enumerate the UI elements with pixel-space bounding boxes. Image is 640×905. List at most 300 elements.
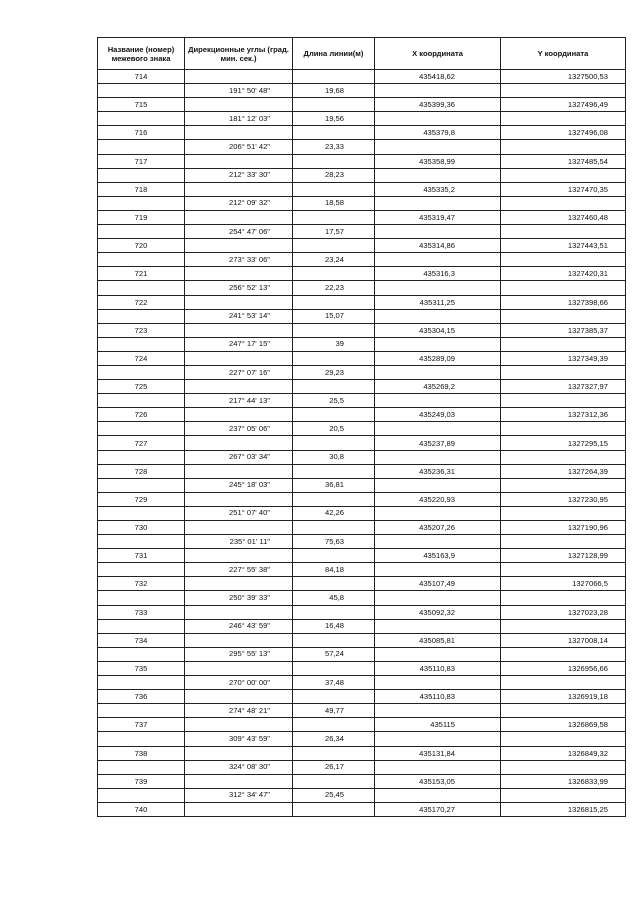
bearing-angle: 324° 08' 30" bbox=[185, 760, 293, 774]
empty-cell bbox=[293, 802, 375, 816]
y-coordinate: 1326956,66 bbox=[501, 661, 626, 675]
empty-cell bbox=[98, 422, 185, 436]
x-coordinate: 435131,84 bbox=[375, 746, 501, 760]
point-row bbox=[98, 239, 626, 253]
empty-cell bbox=[293, 154, 375, 168]
x-coordinate: 435379,8 bbox=[375, 126, 501, 140]
empty-cell bbox=[98, 281, 185, 295]
empty-cell bbox=[98, 337, 185, 351]
empty-cell bbox=[98, 253, 185, 267]
y-coordinate: 1326919,18 bbox=[501, 690, 626, 704]
empty-cell bbox=[185, 267, 293, 281]
line-row bbox=[98, 478, 626, 492]
empty-cell bbox=[501, 422, 626, 436]
empty-cell bbox=[501, 140, 626, 154]
line-row bbox=[98, 732, 626, 746]
empty-cell bbox=[293, 690, 375, 704]
empty-cell bbox=[293, 98, 375, 112]
empty-cell bbox=[98, 450, 185, 464]
point-row bbox=[98, 464, 626, 478]
point-row bbox=[98, 210, 626, 224]
empty-cell bbox=[98, 140, 185, 154]
empty-cell bbox=[375, 140, 501, 154]
y-coordinate: 1327398,66 bbox=[501, 295, 626, 309]
point-row bbox=[98, 577, 626, 591]
x-coordinate: 435249,03 bbox=[375, 408, 501, 422]
line-row bbox=[98, 196, 626, 210]
line-length: 42,26 bbox=[293, 506, 375, 520]
empty-cell bbox=[98, 225, 185, 239]
line-row bbox=[98, 309, 626, 323]
line-row bbox=[98, 112, 626, 126]
y-coordinate: 1327230,95 bbox=[501, 492, 626, 506]
bearing-angle: 217° 44' 13" bbox=[185, 394, 293, 408]
x-coordinate: 435316,3 bbox=[375, 267, 501, 281]
empty-cell bbox=[293, 351, 375, 365]
empty-cell bbox=[501, 535, 626, 549]
x-coordinate: 435115 bbox=[375, 718, 501, 732]
empty-cell bbox=[375, 676, 501, 690]
line-row bbox=[98, 506, 626, 520]
empty-cell bbox=[375, 422, 501, 436]
empty-cell bbox=[293, 633, 375, 647]
empty-cell bbox=[375, 168, 501, 182]
y-coordinate: 1327008,14 bbox=[501, 633, 626, 647]
empty-cell bbox=[98, 647, 185, 661]
empty-cell bbox=[98, 535, 185, 549]
line-length: 23,33 bbox=[293, 140, 375, 154]
bearing-angle: 309° 43' 59" bbox=[185, 732, 293, 746]
line-length: 22,23 bbox=[293, 281, 375, 295]
empty-cell bbox=[375, 281, 501, 295]
point-name: 734 bbox=[98, 633, 185, 647]
empty-cell bbox=[501, 253, 626, 267]
line-row bbox=[98, 563, 626, 577]
empty-cell bbox=[185, 802, 293, 816]
empty-cell bbox=[185, 464, 293, 478]
empty-cell bbox=[185, 521, 293, 535]
x-coordinate: 435289,09 bbox=[375, 351, 501, 365]
empty-cell bbox=[185, 239, 293, 253]
point-row bbox=[98, 549, 626, 563]
empty-cell bbox=[375, 478, 501, 492]
empty-cell bbox=[375, 112, 501, 126]
point-name: 724 bbox=[98, 351, 185, 365]
header-line-length: Длина линии(м) bbox=[293, 38, 375, 70]
point-row bbox=[98, 521, 626, 535]
empty-cell bbox=[185, 351, 293, 365]
empty-cell bbox=[98, 760, 185, 774]
x-coordinate: 435110,83 bbox=[375, 661, 501, 675]
point-row bbox=[98, 436, 626, 450]
empty-cell bbox=[98, 788, 185, 802]
empty-cell bbox=[293, 408, 375, 422]
empty-cell bbox=[185, 70, 293, 84]
line-length: 75,63 bbox=[293, 535, 375, 549]
line-row bbox=[98, 253, 626, 267]
empty-cell bbox=[98, 84, 185, 98]
line-length: 57,24 bbox=[293, 647, 375, 661]
empty-cell bbox=[501, 84, 626, 98]
empty-cell bbox=[98, 478, 185, 492]
bearing-angle: 254° 47' 06" bbox=[185, 225, 293, 239]
empty-cell bbox=[185, 774, 293, 788]
empty-cell bbox=[185, 408, 293, 422]
line-row bbox=[98, 168, 626, 182]
line-length: 15,07 bbox=[293, 309, 375, 323]
line-row bbox=[98, 676, 626, 690]
y-coordinate: 1327496,49 bbox=[501, 98, 626, 112]
empty-cell bbox=[501, 788, 626, 802]
point-name: 731 bbox=[98, 549, 185, 563]
empty-cell bbox=[293, 182, 375, 196]
empty-cell bbox=[501, 337, 626, 351]
empty-cell bbox=[501, 676, 626, 690]
empty-cell bbox=[98, 732, 185, 746]
empty-cell bbox=[98, 365, 185, 379]
empty-cell bbox=[501, 112, 626, 126]
empty-cell bbox=[293, 70, 375, 84]
empty-cell bbox=[98, 563, 185, 577]
empty-cell bbox=[185, 577, 293, 591]
empty-cell bbox=[185, 126, 293, 140]
empty-cell bbox=[98, 394, 185, 408]
empty-cell bbox=[185, 182, 293, 196]
empty-cell bbox=[375, 450, 501, 464]
bearing-angle: 247° 17' 15" bbox=[185, 337, 293, 351]
point-name: 740 bbox=[98, 802, 185, 816]
empty-cell bbox=[375, 563, 501, 577]
empty-cell bbox=[293, 323, 375, 337]
point-row bbox=[98, 267, 626, 281]
bearing-angle: 270° 00' 00" bbox=[185, 676, 293, 690]
x-coordinate: 435163,9 bbox=[375, 549, 501, 563]
y-coordinate: 1327485,54 bbox=[501, 154, 626, 168]
point-row bbox=[98, 605, 626, 619]
line-row bbox=[98, 619, 626, 633]
line-row bbox=[98, 450, 626, 464]
bearing-angle: 274° 48' 21" bbox=[185, 704, 293, 718]
empty-cell bbox=[375, 647, 501, 661]
x-coordinate: 435153,05 bbox=[375, 774, 501, 788]
point-name: 719 bbox=[98, 210, 185, 224]
x-coordinate: 435314,86 bbox=[375, 239, 501, 253]
bearing-angle: 212° 33' 30" bbox=[185, 168, 293, 182]
x-coordinate: 435311,25 bbox=[375, 295, 501, 309]
empty-cell bbox=[501, 619, 626, 633]
x-coordinate: 435236,31 bbox=[375, 464, 501, 478]
y-coordinate: 1327023,28 bbox=[501, 605, 626, 619]
y-coordinate: 1327420,31 bbox=[501, 267, 626, 281]
x-coordinate: 435399,36 bbox=[375, 98, 501, 112]
empty-cell bbox=[98, 591, 185, 605]
point-name: 721 bbox=[98, 267, 185, 281]
empty-cell bbox=[293, 239, 375, 253]
line-row bbox=[98, 760, 626, 774]
line-length: 26,34 bbox=[293, 732, 375, 746]
empty-cell bbox=[293, 380, 375, 394]
y-coordinate: 1327349,39 bbox=[501, 351, 626, 365]
empty-cell bbox=[293, 521, 375, 535]
point-row bbox=[98, 126, 626, 140]
point-name: 714 bbox=[98, 70, 185, 84]
point-row bbox=[98, 98, 626, 112]
empty-cell bbox=[375, 506, 501, 520]
header-bearing: Дирекционные углы (град. мин. сек.) bbox=[185, 38, 293, 70]
empty-cell bbox=[501, 309, 626, 323]
empty-cell bbox=[98, 196, 185, 210]
line-row bbox=[98, 704, 626, 718]
point-name: 738 bbox=[98, 746, 185, 760]
empty-cell bbox=[98, 619, 185, 633]
bearing-angle: 245° 18' 03" bbox=[185, 478, 293, 492]
empty-cell bbox=[293, 492, 375, 506]
empty-cell bbox=[375, 309, 501, 323]
line-length: 37,48 bbox=[293, 676, 375, 690]
line-row bbox=[98, 422, 626, 436]
x-coordinate: 435207,26 bbox=[375, 521, 501, 535]
x-coordinate: 435304,15 bbox=[375, 323, 501, 337]
point-row bbox=[98, 492, 626, 506]
point-row bbox=[98, 182, 626, 196]
empty-cell bbox=[375, 84, 501, 98]
empty-cell bbox=[375, 253, 501, 267]
y-coordinate: 1327385,37 bbox=[501, 323, 626, 337]
line-length: 18,58 bbox=[293, 196, 375, 210]
empty-cell bbox=[185, 549, 293, 563]
line-row bbox=[98, 84, 626, 98]
empty-cell bbox=[375, 196, 501, 210]
empty-cell bbox=[185, 633, 293, 647]
empty-cell bbox=[185, 605, 293, 619]
empty-cell bbox=[98, 168, 185, 182]
bearing-angle: 191° 50' 48" bbox=[185, 84, 293, 98]
point-name: 739 bbox=[98, 774, 185, 788]
point-name: 737 bbox=[98, 718, 185, 732]
empty-cell bbox=[185, 380, 293, 394]
point-name: 730 bbox=[98, 521, 185, 535]
point-name: 716 bbox=[98, 126, 185, 140]
empty-cell bbox=[375, 788, 501, 802]
table-body bbox=[98, 70, 626, 817]
y-coordinate: 1327327,97 bbox=[501, 380, 626, 394]
empty-cell bbox=[293, 126, 375, 140]
point-name: 718 bbox=[98, 182, 185, 196]
bearing-angle: 250° 39' 33" bbox=[185, 591, 293, 605]
empty-cell bbox=[375, 760, 501, 774]
line-length: 23,24 bbox=[293, 253, 375, 267]
empty-cell bbox=[293, 746, 375, 760]
y-coordinate: 1327500,53 bbox=[501, 70, 626, 84]
point-row bbox=[98, 690, 626, 704]
point-name: 726 bbox=[98, 408, 185, 422]
empty-cell bbox=[293, 718, 375, 732]
bearing-angle: 227° 07' 16" bbox=[185, 365, 293, 379]
empty-cell bbox=[375, 394, 501, 408]
empty-cell bbox=[501, 225, 626, 239]
empty-cell bbox=[501, 732, 626, 746]
line-length: 36,81 bbox=[293, 478, 375, 492]
table-header-row bbox=[98, 38, 626, 70]
bearing-angle: 273° 33' 06" bbox=[185, 253, 293, 267]
line-length: 17,57 bbox=[293, 225, 375, 239]
empty-cell bbox=[293, 267, 375, 281]
point-row bbox=[98, 70, 626, 84]
line-length: 39 bbox=[293, 337, 375, 351]
bearing-angle: 251° 07' 40" bbox=[185, 506, 293, 520]
line-row bbox=[98, 647, 626, 661]
line-row bbox=[98, 281, 626, 295]
empty-cell bbox=[293, 210, 375, 224]
empty-cell bbox=[185, 436, 293, 450]
empty-cell bbox=[185, 746, 293, 760]
empty-cell bbox=[501, 281, 626, 295]
line-row bbox=[98, 365, 626, 379]
point-row bbox=[98, 774, 626, 788]
y-coordinate: 1327190,96 bbox=[501, 521, 626, 535]
line-length: 29,23 bbox=[293, 365, 375, 379]
y-coordinate: 1327264,39 bbox=[501, 464, 626, 478]
empty-cell bbox=[293, 436, 375, 450]
empty-cell bbox=[501, 591, 626, 605]
empty-cell bbox=[185, 210, 293, 224]
point-name: 733 bbox=[98, 605, 185, 619]
point-name: 723 bbox=[98, 323, 185, 337]
empty-cell bbox=[501, 365, 626, 379]
point-name: 732 bbox=[98, 577, 185, 591]
empty-cell bbox=[375, 225, 501, 239]
y-coordinate: 1327496,08 bbox=[501, 126, 626, 140]
y-coordinate: 1327443,51 bbox=[501, 239, 626, 253]
empty-cell bbox=[501, 704, 626, 718]
y-coordinate: 1327312,36 bbox=[501, 408, 626, 422]
point-row bbox=[98, 380, 626, 394]
line-length: 49,77 bbox=[293, 704, 375, 718]
bearing-angle: 227° 55' 38" bbox=[185, 563, 293, 577]
line-length: 16,48 bbox=[293, 619, 375, 633]
empty-cell bbox=[98, 506, 185, 520]
point-row bbox=[98, 351, 626, 365]
point-row bbox=[98, 746, 626, 760]
line-length: 19,56 bbox=[293, 112, 375, 126]
empty-cell bbox=[501, 168, 626, 182]
point-row bbox=[98, 661, 626, 675]
point-row bbox=[98, 323, 626, 337]
bearing-angle: 241° 53' 14" bbox=[185, 309, 293, 323]
line-row bbox=[98, 337, 626, 351]
x-coordinate: 435269,2 bbox=[375, 380, 501, 394]
header-point-name: Название (номер) межевого знака bbox=[98, 38, 185, 70]
header-x-coordinate: Х координата bbox=[375, 38, 501, 70]
line-length: 26,17 bbox=[293, 760, 375, 774]
point-row bbox=[98, 633, 626, 647]
empty-cell bbox=[185, 323, 293, 337]
line-length: 45,8 bbox=[293, 591, 375, 605]
empty-cell bbox=[501, 563, 626, 577]
point-name: 722 bbox=[98, 295, 185, 309]
empty-cell bbox=[293, 605, 375, 619]
empty-cell bbox=[98, 676, 185, 690]
point-row bbox=[98, 718, 626, 732]
empty-cell bbox=[293, 464, 375, 478]
point-name: 715 bbox=[98, 98, 185, 112]
point-name: 728 bbox=[98, 464, 185, 478]
line-length: 19,68 bbox=[293, 84, 375, 98]
empty-cell bbox=[293, 549, 375, 563]
x-coordinate: 435170,27 bbox=[375, 802, 501, 816]
point-name: 729 bbox=[98, 492, 185, 506]
point-name: 717 bbox=[98, 154, 185, 168]
x-coordinate: 435107,49 bbox=[375, 577, 501, 591]
point-row bbox=[98, 408, 626, 422]
line-length: 84,18 bbox=[293, 563, 375, 577]
empty-cell bbox=[185, 295, 293, 309]
y-coordinate: 1327460,48 bbox=[501, 210, 626, 224]
empty-cell bbox=[375, 591, 501, 605]
point-name: 736 bbox=[98, 690, 185, 704]
y-coordinate: 1327128,99 bbox=[501, 549, 626, 563]
point-name: 727 bbox=[98, 436, 185, 450]
y-coordinate: 1326849,32 bbox=[501, 746, 626, 760]
line-length: 30,8 bbox=[293, 450, 375, 464]
y-coordinate: 1326869,58 bbox=[501, 718, 626, 732]
y-coordinate: 1327470,35 bbox=[501, 182, 626, 196]
empty-cell bbox=[98, 704, 185, 718]
empty-cell bbox=[98, 112, 185, 126]
line-length: 20,5 bbox=[293, 422, 375, 436]
bearing-angle: 312° 34' 47" bbox=[185, 788, 293, 802]
empty-cell bbox=[185, 98, 293, 112]
empty-cell bbox=[375, 704, 501, 718]
x-coordinate: 435319,47 bbox=[375, 210, 501, 224]
empty-cell bbox=[293, 577, 375, 591]
y-coordinate: 1326833,99 bbox=[501, 774, 626, 788]
x-coordinate: 435237,89 bbox=[375, 436, 501, 450]
line-row bbox=[98, 535, 626, 549]
point-row bbox=[98, 154, 626, 168]
empty-cell bbox=[501, 196, 626, 210]
empty-cell bbox=[375, 337, 501, 351]
line-row bbox=[98, 591, 626, 605]
coordinates-table bbox=[97, 37, 626, 817]
empty-cell bbox=[185, 718, 293, 732]
empty-cell bbox=[185, 492, 293, 506]
bearing-angle: 206° 51' 42" bbox=[185, 140, 293, 154]
empty-cell bbox=[501, 506, 626, 520]
line-row bbox=[98, 225, 626, 239]
bearing-angle: 246° 43' 59" bbox=[185, 619, 293, 633]
bearing-angle: 295° 55' 13" bbox=[185, 647, 293, 661]
bearing-angle: 267° 03' 34" bbox=[185, 450, 293, 464]
x-coordinate: 435092,32 bbox=[375, 605, 501, 619]
bearing-angle: 237° 05' 06" bbox=[185, 422, 293, 436]
y-coordinate: 1327066,5 bbox=[501, 577, 626, 591]
empty-cell bbox=[501, 647, 626, 661]
bearing-angle: 181° 12' 03" bbox=[185, 112, 293, 126]
empty-cell bbox=[501, 450, 626, 464]
bearing-angle: 235° 01' 11" bbox=[185, 535, 293, 549]
point-row bbox=[98, 295, 626, 309]
x-coordinate: 435335,2 bbox=[375, 182, 501, 196]
x-coordinate: 435358,99 bbox=[375, 154, 501, 168]
point-name: 725 bbox=[98, 380, 185, 394]
x-coordinate: 435220,93 bbox=[375, 492, 501, 506]
line-length: 28,23 bbox=[293, 168, 375, 182]
y-coordinate: 1326815,25 bbox=[501, 802, 626, 816]
bearing-angle: 212° 09' 32" bbox=[185, 196, 293, 210]
empty-cell bbox=[375, 732, 501, 746]
empty-cell bbox=[98, 309, 185, 323]
